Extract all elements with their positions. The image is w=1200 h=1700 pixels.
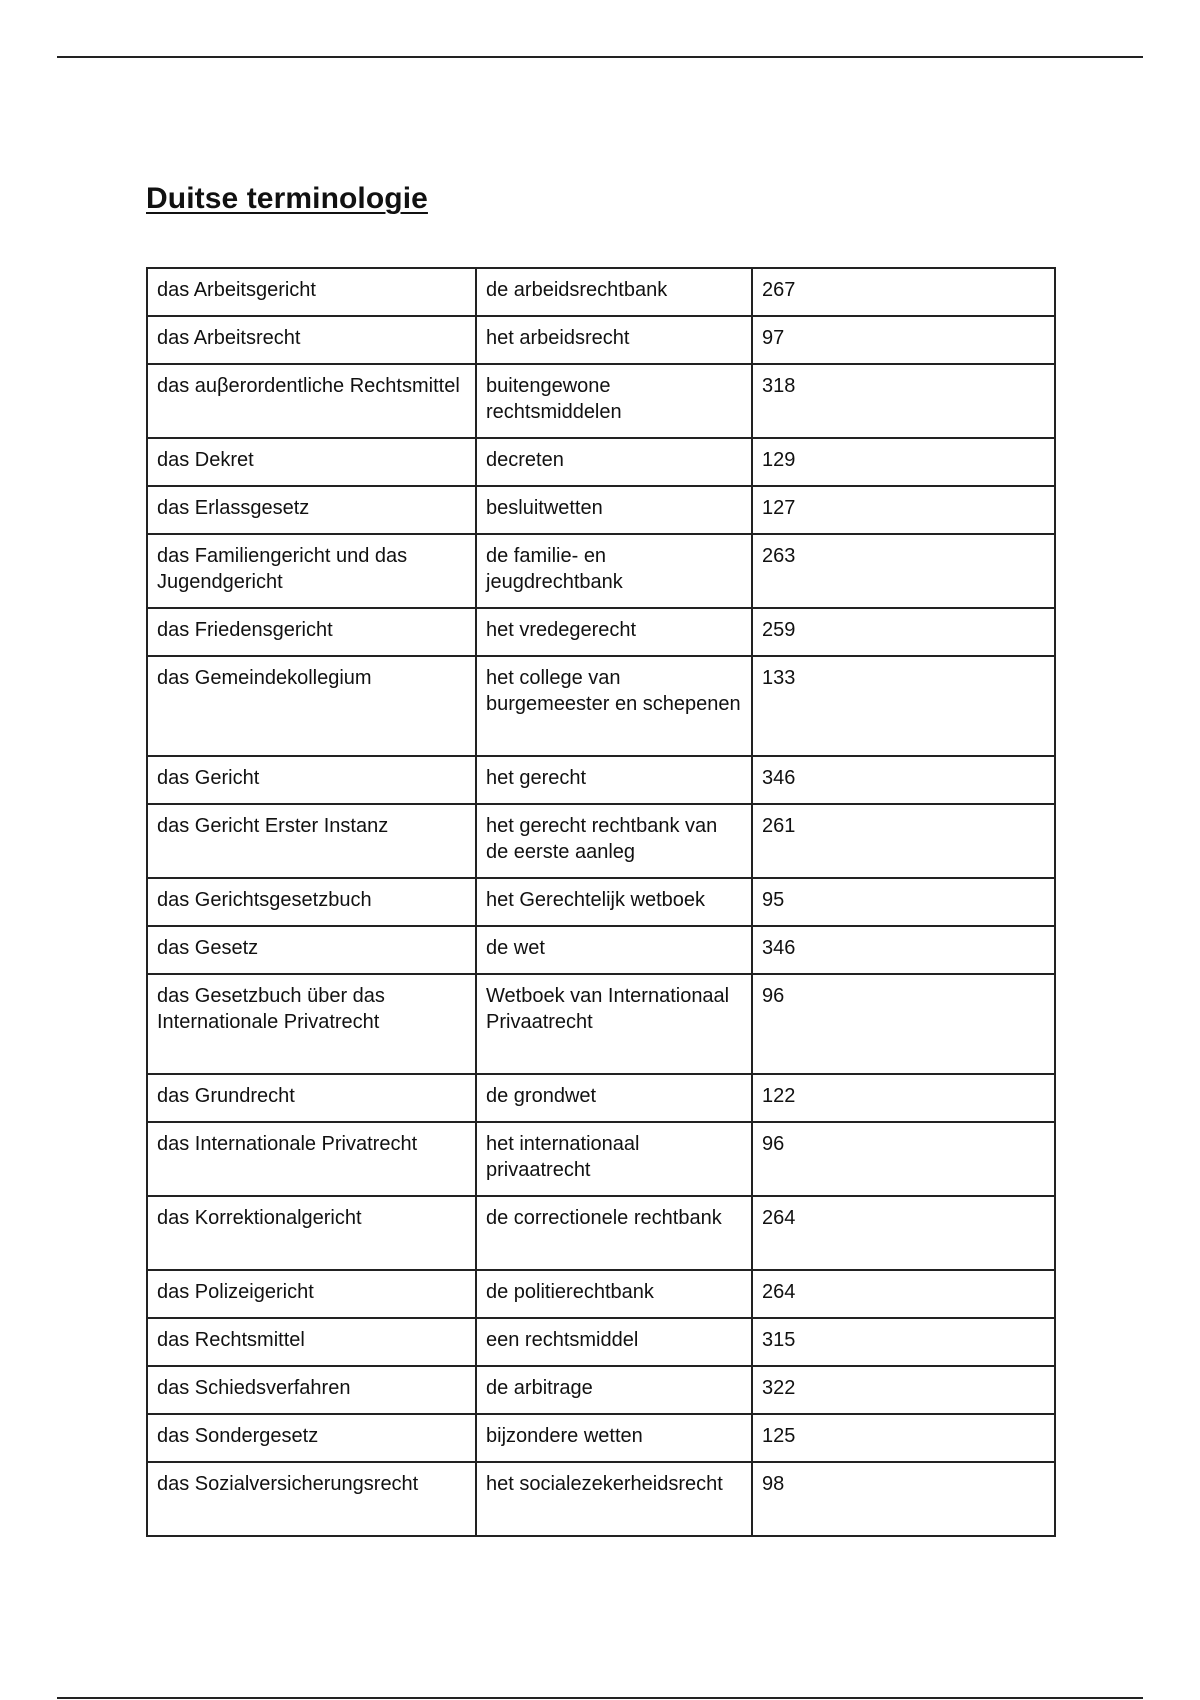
table-row [147, 756, 1055, 804]
page-number-cell: 264 [752, 1270, 1055, 1318]
german-term-cell: das Familiengericht und das Jugendgericht [147, 534, 476, 608]
page-number-cell: 98 [752, 1462, 1055, 1536]
page-number-cell: 133 [752, 656, 1055, 756]
table-row [147, 268, 1055, 316]
dutch-term-cell: Wetboek van Internationaal Privaatrecht [476, 974, 752, 1074]
page-number-cell: 95 [752, 878, 1055, 926]
terminology-table-body [147, 268, 1055, 1536]
dutch-term-cell: bijzondere wetten [476, 1414, 752, 1462]
dutch-term-cell: de arbeidsrechtbank [476, 268, 752, 316]
dutch-term-cell: decreten [476, 438, 752, 486]
page-number-cell: 127 [752, 486, 1055, 534]
page-number-cell: 267 [752, 268, 1055, 316]
table-row [147, 804, 1055, 878]
german-term-cell: das Sondergesetz [147, 1414, 476, 1462]
german-term-cell: das Rechtsmittel [147, 1318, 476, 1366]
german-term-cell: das Sozialversicherungsrecht [147, 1462, 476, 1536]
german-term-cell: das Gerichtsgesetzbuch [147, 878, 476, 926]
page-title: Duitse terminologie [146, 182, 428, 215]
german-term-cell: das Gericht [147, 756, 476, 804]
table-row [147, 1462, 1055, 1536]
german-term-cell: das Polizeigericht [147, 1270, 476, 1318]
dutch-term-cell: de grondwet [476, 1074, 752, 1122]
dutch-term-cell: de arbitrage [476, 1366, 752, 1414]
page-number-cell: 318 [752, 364, 1055, 438]
table-row [147, 878, 1055, 926]
dutch-term-cell: buitengewone rechtsmiddelen [476, 364, 752, 438]
dutch-term-cell: het socialezekerheidsrecht [476, 1462, 752, 1536]
dutch-term-cell: de politierechtbank [476, 1270, 752, 1318]
page-number-cell: 125 [752, 1414, 1055, 1462]
table-row [147, 1074, 1055, 1122]
table-row [147, 656, 1055, 756]
page-number-cell: 97 [752, 316, 1055, 364]
dutch-term-cell: het vredegerecht [476, 608, 752, 656]
table-row [147, 364, 1055, 438]
german-term-cell: das Internationale Privatrecht [147, 1122, 476, 1196]
dutch-term-cell: het arbeidsrecht [476, 316, 752, 364]
german-term-cell: das Arbeitsrecht [147, 316, 476, 364]
table-row [147, 316, 1055, 364]
table-row [147, 1318, 1055, 1366]
dutch-term-cell: het gerecht rechtbank van de eerste aanleg [476, 804, 752, 878]
table-row [147, 608, 1055, 656]
dutch-term-cell: het college van burgemeester en schepenen [476, 656, 752, 756]
page-number-cell: 96 [752, 1122, 1055, 1196]
dutch-term-cell: het Gerechtelijk wetboek [476, 878, 752, 926]
page-number-cell: 129 [752, 438, 1055, 486]
table-row [147, 534, 1055, 608]
german-term-cell: das Gesetzbuch über das Internationale Privatrecht [147, 974, 476, 1074]
terminology-table [146, 267, 1056, 1537]
table-row [147, 974, 1055, 1074]
german-term-cell: das auβerordentliche Rechtsmittel [147, 364, 476, 438]
table-row [147, 1366, 1055, 1414]
page-number-cell: 322 [752, 1366, 1055, 1414]
dutch-term-cell: de correctionele rechtbank [476, 1196, 752, 1270]
page-number-cell: 346 [752, 756, 1055, 804]
page-number-cell: 261 [752, 804, 1055, 878]
footer-rule [57, 1697, 1143, 1699]
dutch-term-cell: besluitwetten [476, 486, 752, 534]
german-term-cell: das Gemeindekollegium [147, 656, 476, 756]
table-row [147, 926, 1055, 974]
table-row [147, 438, 1055, 486]
dutch-term-cell: een rechtsmiddel [476, 1318, 752, 1366]
german-term-cell: das Gesetz [147, 926, 476, 974]
page-number-cell: 264 [752, 1196, 1055, 1270]
german-term-cell: das Dekret [147, 438, 476, 486]
german-term-cell: das Friedensgericht [147, 608, 476, 656]
dutch-term-cell: het internationaal privaatrecht [476, 1122, 752, 1196]
table-row [147, 1270, 1055, 1318]
table-row [147, 486, 1055, 534]
german-term-cell: das Korrektionalgericht [147, 1196, 476, 1270]
dutch-term-cell: het gerecht [476, 756, 752, 804]
table-row [147, 1414, 1055, 1462]
table-row [147, 1196, 1055, 1270]
header-rule [57, 56, 1143, 58]
german-term-cell: das Schiedsverfahren [147, 1366, 476, 1414]
table-row [147, 1122, 1055, 1196]
page-number-cell: 259 [752, 608, 1055, 656]
german-term-cell: das Erlassgesetz [147, 486, 476, 534]
dutch-term-cell: de wet [476, 926, 752, 974]
dutch-term-cell: de familie- en jeugdrechtbank [476, 534, 752, 608]
page-number-cell: 96 [752, 974, 1055, 1074]
german-term-cell: das Arbeitsgericht [147, 268, 476, 316]
german-term-cell: das Gericht Erster Instanz [147, 804, 476, 878]
page-number-cell: 263 [752, 534, 1055, 608]
german-term-cell: das Grundrecht [147, 1074, 476, 1122]
page-number-cell: 122 [752, 1074, 1055, 1122]
page-number-cell: 315 [752, 1318, 1055, 1366]
page-number-cell: 346 [752, 926, 1055, 974]
